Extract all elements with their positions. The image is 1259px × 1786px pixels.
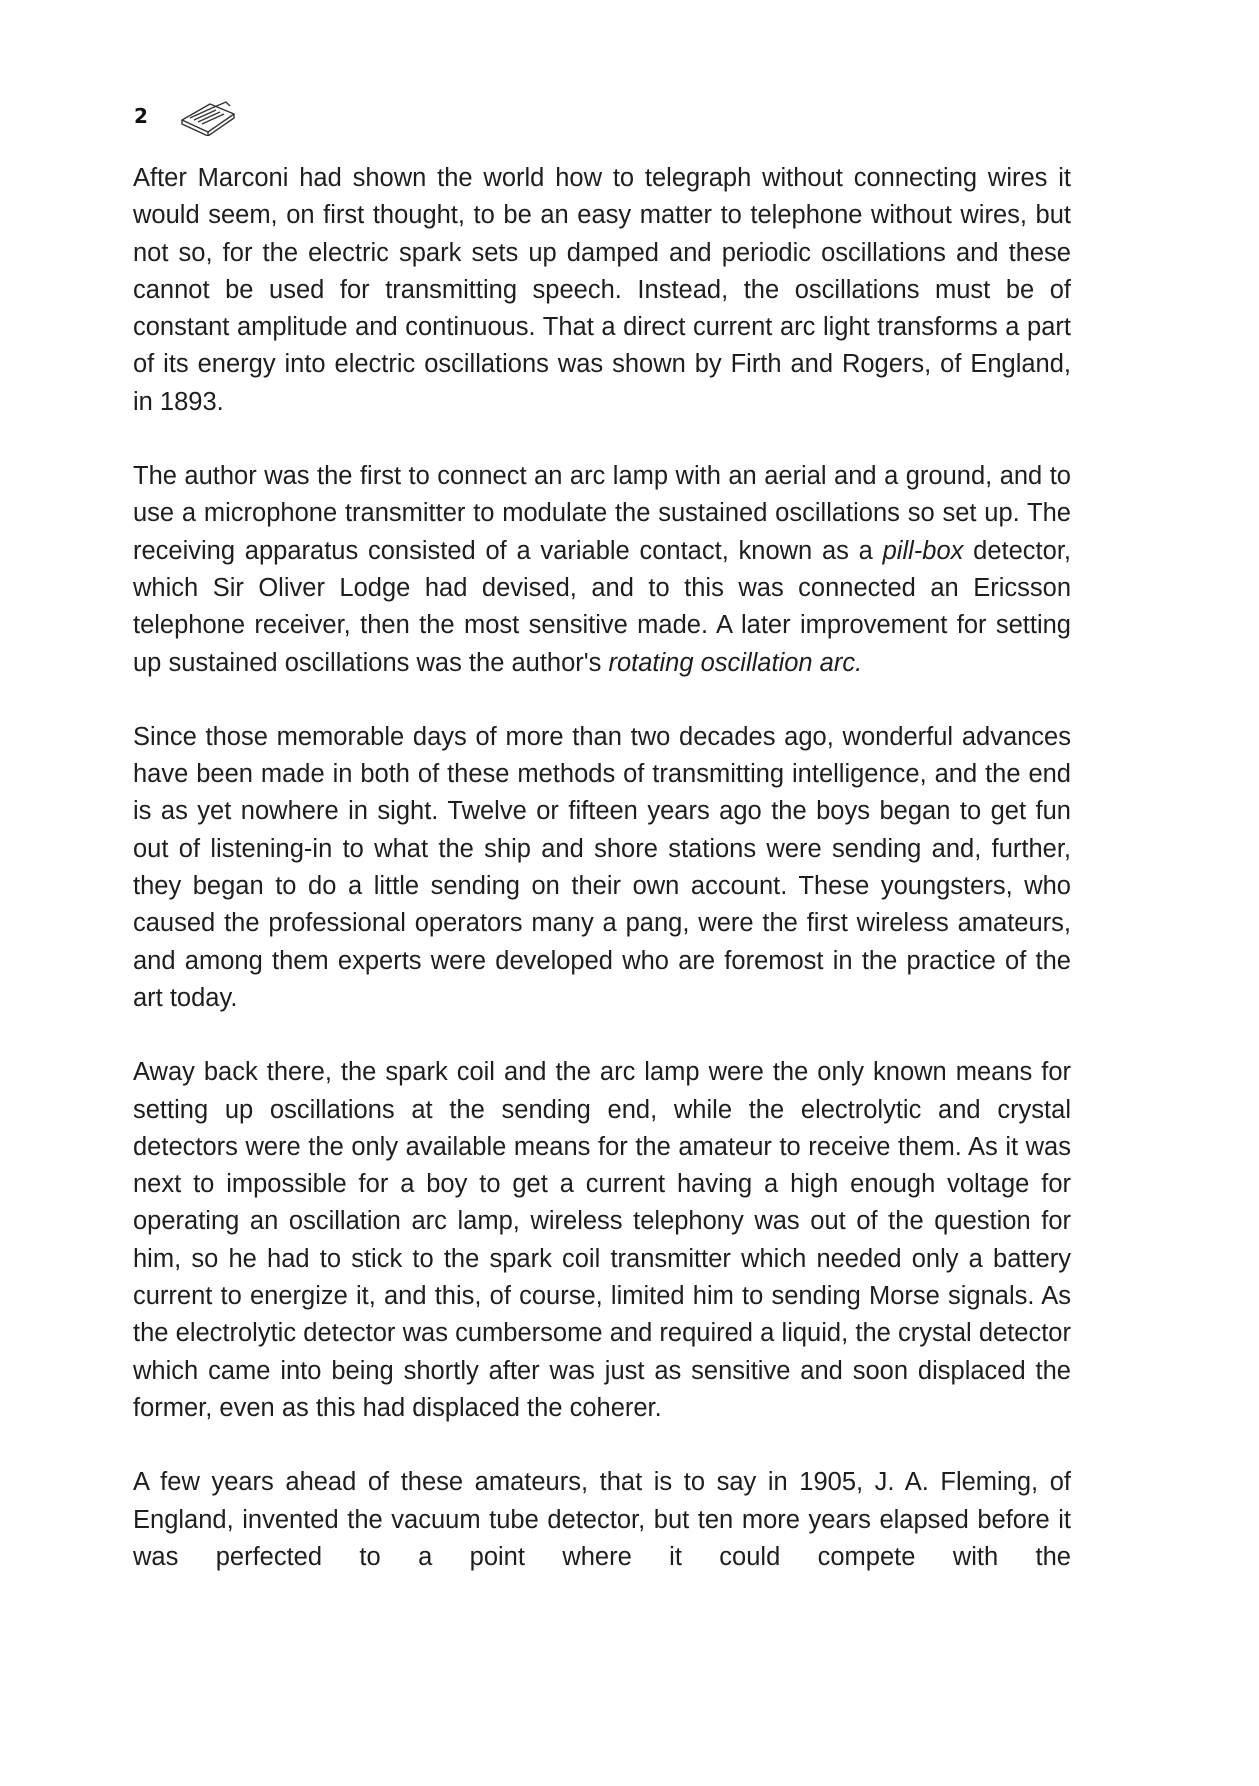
pill-box-term: pill-box — [882, 536, 964, 565]
paragraph-2-text-a: The author was the first to connect an arc lamp with an aerial and a ground, and to use a microphone transmitter to modulate the sustained oscillations so set up. The receiving apparatus consisted of a variable contact, known as a — [133, 462, 1071, 565]
paragraph-5: A few years ahead of these amateurs, that is to say in 1905, J. A. Fleming, of England, invented the vacuum tube detector, but ten more years elapsed before it was perfected to a point where it could compete with the — [133, 1468, 1071, 1571]
body-text — [133, 160, 1071, 1576]
page-number: 2 — [134, 104, 148, 128]
paragraph-1: After Marconi had shown the world how to telegraph without connecting wires it would seem, on first thought, to be an easy matter to telephone without wires, but not so, for the electric spark sets up damped and periodic oscillations and these cannot be used for transmitting speech. Instead, the oscillations must be of constant amplitude and continuous. That a direct current arc light transforms a part of its energy into electric oscillations was shown by Firth and Rogers, of England, in 1893. — [133, 164, 1071, 416]
paragraph-4: Away back there, the spark coil and the arc lamp were the only known means for setting up oscillations at the sending end, while the electrolytic and crystal detectors were the only available means for the amateur to receive them. As it was next to impossible for a boy to get a current having a high enough voltage for operating an oscillation arc lamp, wireless telephony was out of the question for him, so he had to stick to the spark coil transmitter which needed only a battery current to energize it, and this, of course, limited him to sending Morse signals. As the electrolytic detector was cumbersome and required a liquid, the crystal detector which came into being shortly after was just as sensitive and soon displaced the former, even as this had displaced the coherer. — [133, 1058, 1071, 1422]
paragraph-3: Since those memorable days of more than two decades ago, wonderful advances have been made in both of these methods of transmitting intelligence, and the end is as yet nowhere in sight. Twelve or fifteen years ago the boys began to get fun out of listening-in to what the ship and shore stations were sending and, further, they began to do a little sending on their own account. These youngsters, who caused the professional operators many a pang, were the first wireless amateurs, and among them experts were developed who are foremost in the practice of the art today. — [133, 722, 1071, 1012]
rotating-oscillation-arc-term: rotating oscillation arc. — [608, 648, 863, 677]
page-header — [134, 96, 238, 136]
open-book-icon — [178, 96, 238, 136]
paragraph-2 — [133, 458, 1071, 682]
paragraph-2-text-b: detector, which Sir Oliver Lodge had devised, and to this was connected an Ericsson telephone receiver, then the most sensitive made. A later improvement for setting up sustained oscillations was the author's — [133, 536, 1071, 677]
